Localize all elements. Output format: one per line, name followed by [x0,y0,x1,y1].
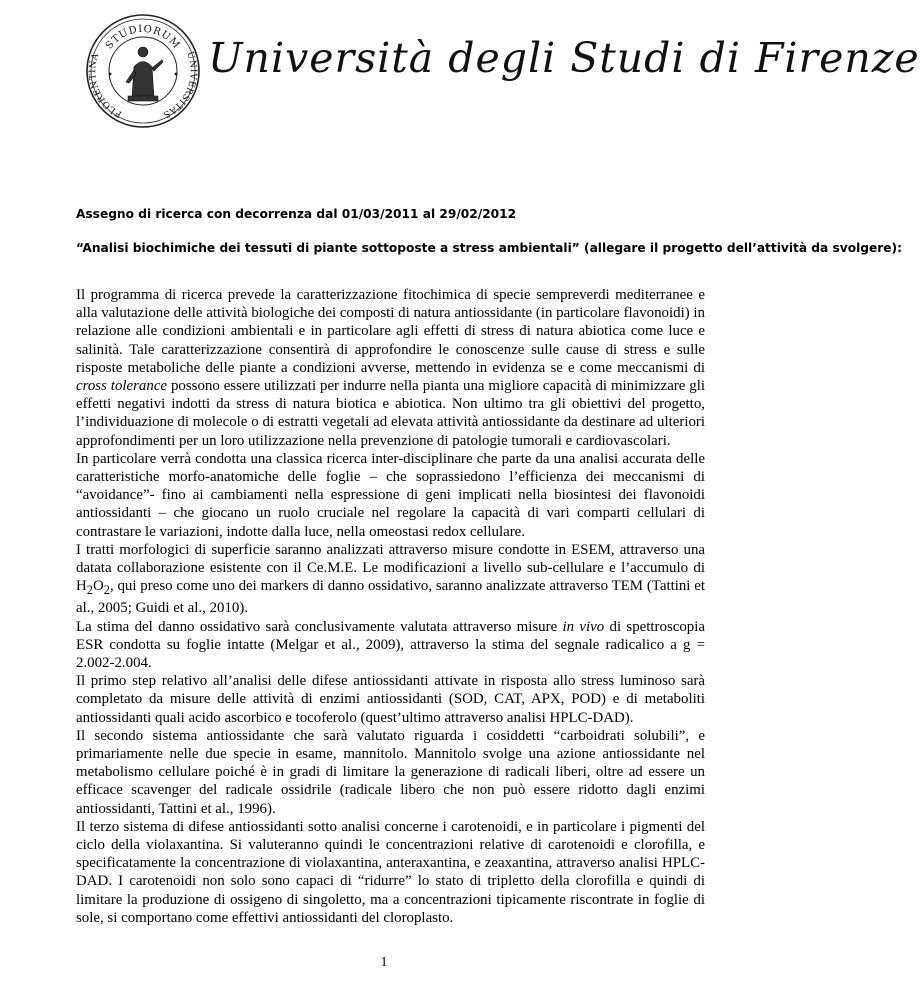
p1-text-a: Il programma di ricerca prevede la caratterizzazione fitochimica di specie sempreverdi mediterranee e alla valutazione delle attività biologiche dei composti di natura antiossidante (in particolare flavonoidi) in relazione alle condizioni ambientali e in particolare agli effetti di stress di natura abiotica come luce e salinità. Tale caratterizzazione consentirà di approfondire le conoscenze sulle cause di stress e sulle risposte metaboliche delle piante a condizioni avverse, mettendo in evidenza se e come meccanismi di [76,287,705,376]
seal-text-top: STUDIORUM [103,23,183,52]
p3-text-b: , qui preso come uno dei markers di danno ossidativo, saranno analizzate attraverso TEM (Tattini et al., 2005; Guidi et al., 2010). [76,578,705,617]
university-name: Università degli Studi di Firenze [208,34,920,82]
page-number: 1 [380,955,388,970]
seal-text-left: FLORENTINA [88,51,124,119]
paragraph-4 [76,618,705,673]
seal-text-right: UNIVERSITAS [161,50,198,120]
svg-text:UNIVERSITAS [161,50,198,119]
p4-emphasis: in vivo [562,618,605,635]
paragraph-1 [76,286,705,450]
university-seal-icon [84,12,202,130]
svg-text:FLORENTINA [88,52,124,119]
grant-subtitle-line: (allegare il progetto dell’attività da svolgere): [584,241,902,255]
research-program-text [76,286,705,927]
p3-subscript-1: 2 [86,583,93,598]
p4-text-b: di spettroscopia ESR condotta su foglie intatte (Melgar et al., 2009), attraverso la stima del segnale radicalico a g = 2.002-2.004. [76,618,705,672]
paragraph-3 [76,541,705,618]
paragraph-5: Il primo step relativo all’analisi delle difese antiossidanti attivate in risposta allo stress luminoso sarà completato da misure delle attività di enzimi antiossidanti (SOD, CAT, APX, POD) e di metaboliti antiossidanti quali acido ascorbico e tocoferolo (quest’ultimo attraverso analisi HPLC-DAD). [76,673,705,726]
paragraph-6: Il secondo sistema antiossidante che sarà valutato riguarda i cosiddetti “carboidrati solubili”, e primariamente nelle due specie in esame, mannitolo. Mannitolo svolge una azione antiossidante nel metabolismo cellulare poiché è in gradi di limitare la generazione di radicali liberi, oltre ad essere un efficace scavenger del radicale ossidrile (radicale libero che non può essere ridotto dagli enzimi antiossidanti, Tattini et al., 1996). [76,727,705,817]
p3-text-mid: O [92,578,104,595]
paragraph-7: Il terzo sistema di difese antiossidanti sotto analisi concerne i carotenoidi, e in particolare i pigmenti del ciclo della violaxantina. Si valuteranno quindi le concentrazioni relative di carotenoidi e clorofilla, e specificatamente la concentrazione di violaxantina, anteraxantina, e zeaxantina, attraverso analisi HPLC-DAD. I carotenoidi non solo sono capaci di “ridurre” lo stato di tripletto della clorofilla e quindi di limitare la produzione di ossigeno di singoletto, ma a concentrazioni tipicamente riscontrate in foglie di sole, si comportano come effettivi antiossidanti del cloroplasto. [76,818,705,926]
p3-subscript-2: 2 [103,583,110,598]
grant-title-line: “Analisi biochimiche dei tessuti di piante sottoposte a stress ambientali” [76,241,580,255]
paragraph-2: In particolare verrà condotta una classica ricerca inter-disciplinare che parte da una analisi accurata delle caratteristiche morfo-anatomiche delle foglie – che soprassiedono l’efficienza dei meccanismi di “avoidance”- fino ai cambiamenti nella espressione di geni implicati nella biosintesi dei flavonoidi antiossidanti – che giocano un ruolo cruciale nel regolare la capacità di vari comparti cellulari di contrastare le variazioni, indotte dalla luce, nella omeostasi redox cellulare. [76,450,705,540]
grant-date-line: Assegno di ricerca con decorrenza dal 01/03/2011 al 29/02/2012 [76,207,517,221]
grant-title [76,240,902,257]
p3-text-a: I tratti morfologici di superficie saranno analizzati attraverso misure condotte in ESEM, attraverso una datata collaborazione esistente con il Ce.M.E. Le modificazioni a livello sub-cellulare e l’accumulo di H [76,541,705,595]
p1-text-b: possono essere utilizzati per indurre nella pianta una migliore capacità di minimizzare gli effetti negativi indotti da stress di natura biotica e abiotica. Non ultimo tra gli obiettivi del progetto, l’individuazione di molecole o di estratti vegetali ad elevata attività antiossidante da destinare ad ulteriori approfondimenti per un loro utilizzazione nella prevenzione di patologie tumorali e cardiovascolari. [76,378,706,449]
p1-emphasis: cross tolerance [76,378,168,395]
p4-text-a: La stima del danno ossidativo sarà conclusivamente valutata attraverso misure [76,618,563,635]
